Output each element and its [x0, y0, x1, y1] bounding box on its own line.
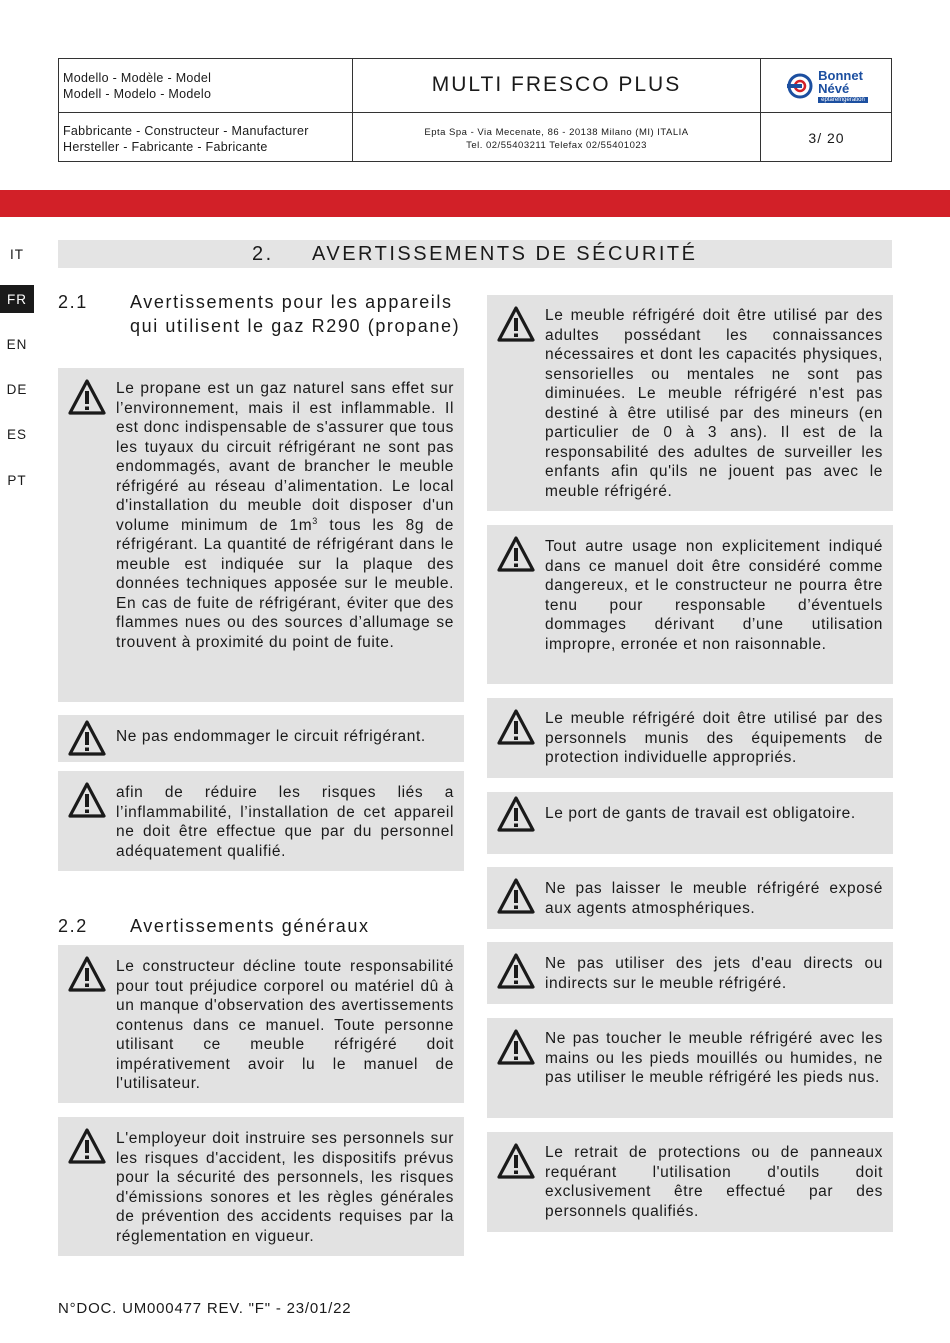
header-divider [59, 112, 891, 113]
model-label: Modello - Modèle - Model Modell - Modelo - Modelo [63, 71, 212, 101]
warning-box [58, 368, 464, 702]
warning-box [487, 867, 893, 929]
section-number: 2. [252, 242, 274, 265]
warning-text: Ne pas toucher le meuble réfrigéré avec les mains ou les pieds mouillés ou humides, ne pas utiliser le meuble réfrigéré les pieds nus. [545, 1030, 883, 1086]
warning-triangle-icon [496, 1142, 536, 1180]
warning-box [58, 945, 464, 1103]
warning-box [487, 942, 893, 1004]
logo-text: Bonnet [818, 67, 863, 83]
lang-tab-it[interactable]: IT [10, 246, 24, 262]
subsection-title: Avertissements généraux [130, 916, 370, 936]
warning-text: Le retrait de protections ou de panneaux requérant l'utilisation d'outils doit exclusivement être effectué par des personnels qualifiés. [545, 1144, 883, 1220]
document-footer: N°DOC. UM000477 REV. "F" - 23/01/22 [58, 1300, 352, 1317]
page-number: 3/ 20 [808, 130, 845, 146]
warning-text: Le meuble réfrigéré doit être utilisé par des personnels munis des équipements de protection individuelle appropriés. [545, 710, 883, 766]
warning-box [58, 715, 464, 762]
logo-text: Névé [818, 80, 850, 96]
warning-triangle-icon [496, 708, 536, 746]
warning-box [487, 698, 893, 778]
warning-triangle-icon [67, 719, 107, 757]
warning-triangle-icon [67, 955, 107, 993]
lang-tab-es[interactable]: ES [6, 426, 27, 442]
warning-box [487, 295, 893, 511]
warning-box [487, 1018, 893, 1118]
warning-triangle-icon [496, 305, 536, 343]
document-header [58, 58, 892, 162]
warning-box [487, 792, 893, 854]
warning-text: Le propane est un gaz naturel sans effet sur l’environnement, mais il est inflammable. Il est donc indispensable de s'assurer que tous les tuyaux du circuit réfrigérant ne sont pas endommagés, avant de brancher le meuble réfrigéré au réseau d’alimentation. Le local d'installation du meuble doit disposer d'un volume minimum de $1m^3$ tous les 8g de réfrigérant. La quantité de réfrigérant dans le meuble est indiquée sur la plaque des données techniques apposée sur le meuble. En cas de fuite de réfrigérant, éviter que des flammes nues ou des sources d’allumage se trouvent à proximité du point de fuite. [116, 380, 454, 651]
warning-text: Le meuble réfrigéré doit être utilisé par des adultes possédant les connaissances nécessaires et dont les capacités physiques, sensorielles ou mentales ne sont pas diminuées. Le meuble réfrigéré n'est pas destiné à être utilisé par des mineurs (en particulier de 0 à 3 ans). Il est de la responsabilité des adultes de surveiller les enfants afin qu'ils ne jouent pas avec le meuble réfrigéré. [545, 307, 883, 500]
subsection-heading-2-2 [58, 914, 468, 938]
warning-text: Le port de gants de travail est obligatoire. [545, 805, 856, 822]
warning-text: L'employeur doit instruire ses personnels sur les risques d'accident, les dispositifs prévus pour la sécurité des personnels, les risques d'émissions sonores et les règles générales de prévention des accidents requises par la réglementation en vigueur. [116, 1130, 454, 1245]
warning-triangle-icon [67, 781, 107, 819]
warning-box [487, 1132, 893, 1232]
subsection-number: 2.1 [58, 292, 88, 312]
product-title: MULTI FRESCO PLUS [431, 73, 682, 96]
logo-subtext: eptarefrigeration [818, 97, 868, 103]
warning-box [58, 771, 464, 871]
subsection-heading-2-1 [58, 290, 468, 364]
lang-tab-de[interactable]: DE [6, 381, 28, 397]
warning-box [487, 525, 893, 684]
subsection-number: 2.2 [58, 916, 88, 936]
warning-text: Le constructeur décline toute responsabilité pour tout préjudice corporel ou matériel dû à un manque d'observation des avertissements contenus dans ce manuel. Toute personne utilisant ce meuble réfrigéré doit impérativement avoir lu le manuel de l'utilisateur. [116, 958, 454, 1092]
warning-text: Ne pas laisser le meuble réfrigéré exposé aux agents atmosphériques. [545, 880, 883, 917]
warning-triangle-icon [496, 1028, 536, 1066]
lang-tab-en[interactable]: EN [6, 336, 28, 352]
section-heading: AVERTISSEMENTS DE SÉCURITÉ [312, 242, 698, 265]
red-banner [0, 190, 950, 217]
brand-logo [761, 59, 892, 112]
section-title [58, 240, 892, 268]
warning-triangle-icon [67, 378, 107, 416]
lang-tab-pt[interactable]: PT [7, 472, 27, 488]
warning-triangle-icon [67, 1127, 107, 1165]
warning-triangle-icon [496, 795, 536, 833]
warning-triangle-icon [496, 877, 536, 915]
logo-mark-icon [785, 72, 815, 100]
manufacturer-label: Fabbricante - Constructeur - Manufacturer Hersteller - Fabricante - Fabricante [63, 124, 309, 154]
warning-triangle-icon [496, 952, 536, 990]
warning-triangle-icon [496, 535, 536, 573]
warning-text: Ne pas endommager le circuit réfrigérant. [116, 728, 426, 745]
warning-text: Ne pas utiliser des jets d'eau directs ou indirects sur le meuble réfrigéré. [545, 955, 883, 992]
warning-text: afin de réduire les risques liés a l’inflammabilité, l’installation de cet appareil ne doit être effectue que par du personnel adéquatement qualifié. [116, 784, 454, 860]
manufacturer-address: Epta Spa - Via Mecenate, 86 - 20138 Milano (MI) ITALIA Tel. 02/55403211 Telefax 02/55401023 [424, 127, 689, 151]
subsection-title: Avertissements pour les appareils qui utilisent le gaz R290 (propane) [130, 292, 461, 336]
warning-box [58, 1117, 464, 1256]
lang-tab-fr[interactable]: FR [0, 285, 34, 313]
warning-text: Tout autre usage non explicitement indiqué dans ce manuel doit être considéré comme dangereux, et le constructeur ne pourra être tenu pour responsable d’éventuels dommages dérivant d’une utilisation impropre, erronée et non raisonnable. [545, 538, 883, 653]
